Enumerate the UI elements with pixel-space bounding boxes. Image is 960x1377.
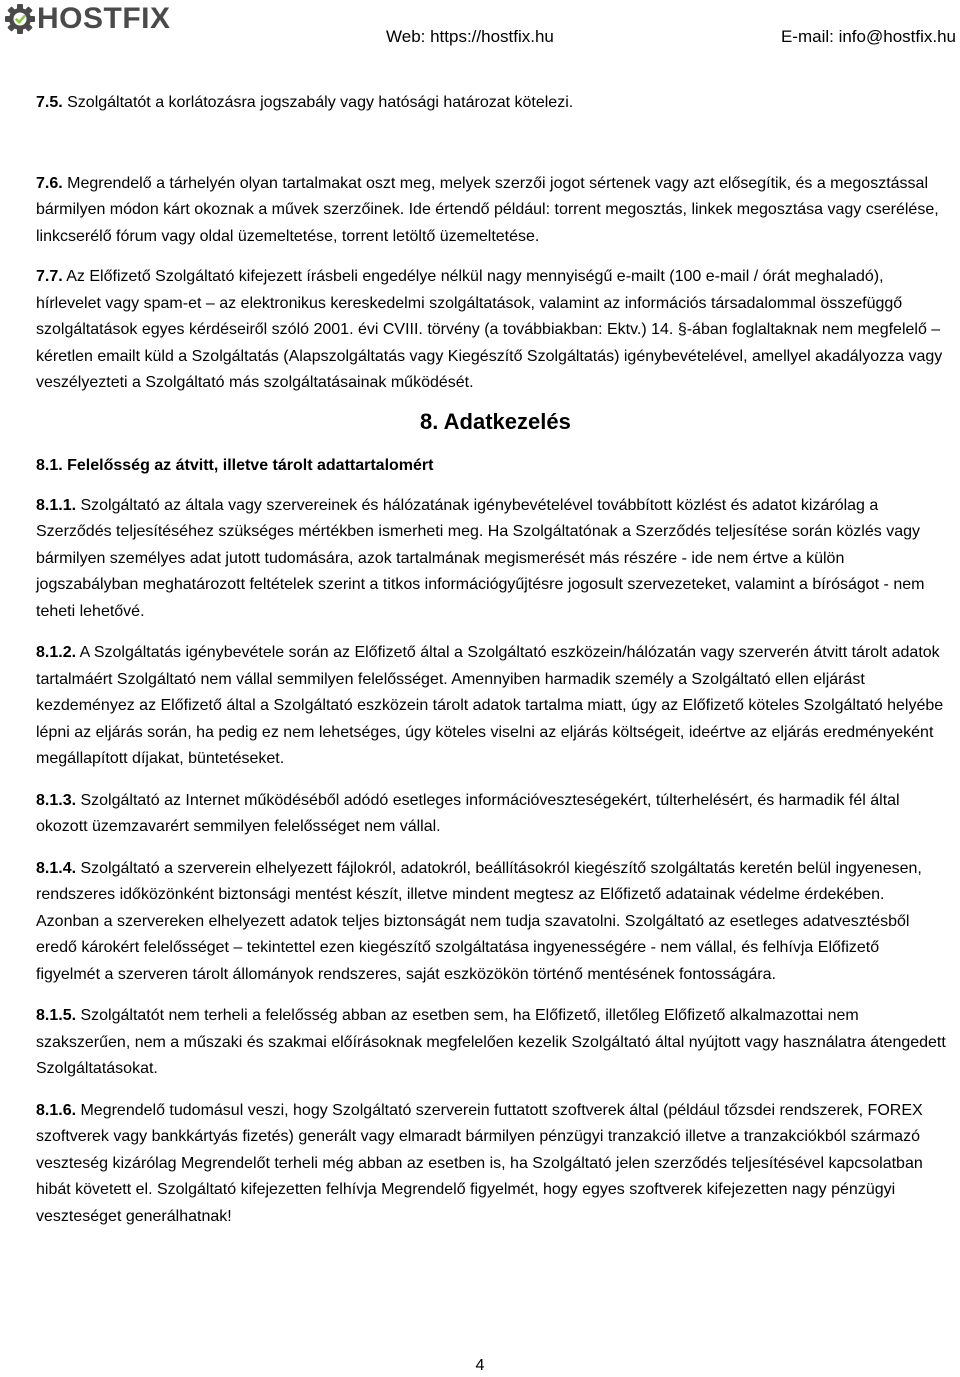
clause-number: 8.1.6. xyxy=(36,1101,77,1119)
clause-text: Az Előfizető Szolgáltató kifejezett írásbeli engedélye nélkül nagy mennyiségű e-mailt (100 e-mail / órát meghaladó), hírlevelet vagy spam-et – az elektronikus kereskedelmi szolgáltatások, valamint az információs társadalommal összefüggő szolgáltatások egyes kérdéseiről szóló 2001. évi CVIII. törvény (a továbbiakban: Ektv.) 14. §-ában foglaltaknak nem megfelelő – kéretlen emailt küld a Szolgáltatás (Alapszolgáltatás vagy Kiegészítő Szolgáltatás) igénybevételével, amellyel akadályozza vagy veszélyezteti a Szolgáltató más szolgáltatásainak működését. xyxy=(36,268,943,391)
clause-number: 8.1.4. xyxy=(36,859,77,877)
subsection-title: 8.1. Felelősség az átvitt, illetve tárolt adattartalomért xyxy=(36,456,434,474)
clause-number: 8.1.2. xyxy=(36,644,77,661)
clause-number: 8.1.5. xyxy=(36,1007,77,1024)
clause-number: 8.1.1. xyxy=(36,496,77,514)
clause-8-1-1 xyxy=(36,493,946,626)
page-number: 4 xyxy=(475,1357,485,1374)
email-link[interactable]: E-mail: info@hostfix.hu xyxy=(780,27,956,46)
hostfix-gear-logo-icon xyxy=(4,3,36,35)
section-title: 8. Adatkezelés xyxy=(420,408,571,434)
clause-8-1-2 xyxy=(36,640,946,773)
document-body xyxy=(36,90,946,1245)
clause-number: 7.5. xyxy=(36,94,63,111)
clause-number: 7.6. xyxy=(36,174,63,192)
clause-number: 8.1.3. xyxy=(36,791,77,809)
clause-8-1-5 xyxy=(36,1003,946,1083)
logo-text: HOSTFIX xyxy=(37,2,171,35)
clause-text: Szolgáltató az általa vagy szervereinek és hálózatának igénybevételével továbbított közlést és adatot kizárólag a Szerződés teljesítéséhez szükséges mértékben ismerheti meg. Ha Szolgáltatónak a Szerződés teljesítése során közlés vagy bármilyen személyes adat jutott tudomására, azok tartalmának megismerését más részére - ide nem értve a külön jogszabályban meghatározott feltételek szerint a titkos információgyűjtésre jogosult szervezeteket, valamint a bíróságot - nem teheti lehetővé. xyxy=(36,496,925,620)
clause-text: Szolgáltató a szerverein elhelyezett fájlokról, adatokról, beállításokról kiegészítő szolgáltatás keretén belül ingyenesen, rendszeres időközönként biztonsági mentést készít, illetve mindent megtesz az Előfizető adatainak védelme érdekében. Azonban a szervereken elhelyezett adatok teljes biztonságát nem tudja szavatolni. Szolgáltató az esetleges adatvesztésből eredő károkért felelősséget – tekintettel ezen kiegészítő szolgáltatása ingyenességére - nem vállal, és felhívja Előfizető figyelmét a szerveren tárolt állományok rendszeres, saját eszközökön történő mentésének fontosságára. xyxy=(36,859,922,983)
page-header xyxy=(0,0,960,60)
clause-7-6 xyxy=(36,171,946,251)
clause-8-1-4 xyxy=(36,856,946,989)
clause-text: A Szolgáltatás igénybevétele során az Előfizető által a Szolgáltató eszközein/hálózatán vagy szerverén átvitt tárolt adatok tartalmáért Szolgáltató nem vállal semmilyen felelősséget. Amennyiben harmadik személy a Szolgáltató ellen eljárást kezdeményez az Előfizető által a Szolgáltató eszközein tárolt adatok tartalma miatt, úgy az Előfizető köteles Szolgáltató helyébe lépni az eljárás során, ha pedig ez nem lehetséges, úgy köteles viselni az eljárás költségeit, ideértve az eljárás eredményeként megállapított díjakat, büntetéseket. xyxy=(36,644,944,767)
clause-text: Szolgáltatót a korlátozásra jogszabály vagy hatósági határozat kötelezi. xyxy=(62,94,574,111)
clause-text: Megrendelő tudomásul veszi, hogy Szolgáltató szerverein futtatott szoftverek által (például tőzsdei rendszerek, FOREX szoftverek vagy bankkártyás fizetés) generált vagy elmaradt bármilyen pénzügyi tranzakció illetve a tranzakciókból származó veszteség kizárólag Megrendelőt terheli még abban az esetben is, ha Szolgáltató jelen szerződés teljesítésével kapcsolatban hibát követett el. Szolgáltató kifejezetten felhívja Megrendelő figyelmét, hogy egyes szoftverek kifejezetten nagy pénzügyi veszteséget generálhatnak! xyxy=(36,1101,923,1225)
clause-text: Szolgáltatót nem terheli a felelősség abban az esetben sem, ha Előfizető, illetőleg Előfizető alkalmazottai nem szakszerűen, nem a műszaki és szakmai előírásoknak megfelelően kezelik Szolgáltató által nyújtott vagy használatra átengedett Szolgáltatásokat. xyxy=(36,1007,946,1077)
clause-text: Megrendelő a tárhelyén olyan tartalmakat oszt meg, melyek szerzői jogot sértenek vagy azt elősegítik, és a megosztással bármilyen módon kárt okoznak a művek szerzőinek. Ide értendő például: torrent megosztás, linkek megosztása vagy cserélése, linkcserélő fórum vagy oldal üzemeltetése, torrent letöltő üzemeltetése. xyxy=(36,174,939,245)
clause-text: Szolgáltató az Internet működéséből adódó esetleges információveszteségekért, túlterhelésért, és harmadik fél által okozott üzemzavarért semmilyen felelősséget nem vállal. xyxy=(36,791,900,835)
clause-8-1-6 xyxy=(36,1098,946,1231)
clause-number: 7.7. xyxy=(36,268,63,285)
clause-7-7 xyxy=(36,264,946,397)
clause-8-1-3 xyxy=(36,788,946,841)
website-link[interactable]: Web: https://hostfix.hu xyxy=(386,27,554,46)
hostfix-logo[interactable] xyxy=(4,2,171,36)
section-heading-block xyxy=(36,409,946,483)
clause-7-5 xyxy=(36,90,946,117)
